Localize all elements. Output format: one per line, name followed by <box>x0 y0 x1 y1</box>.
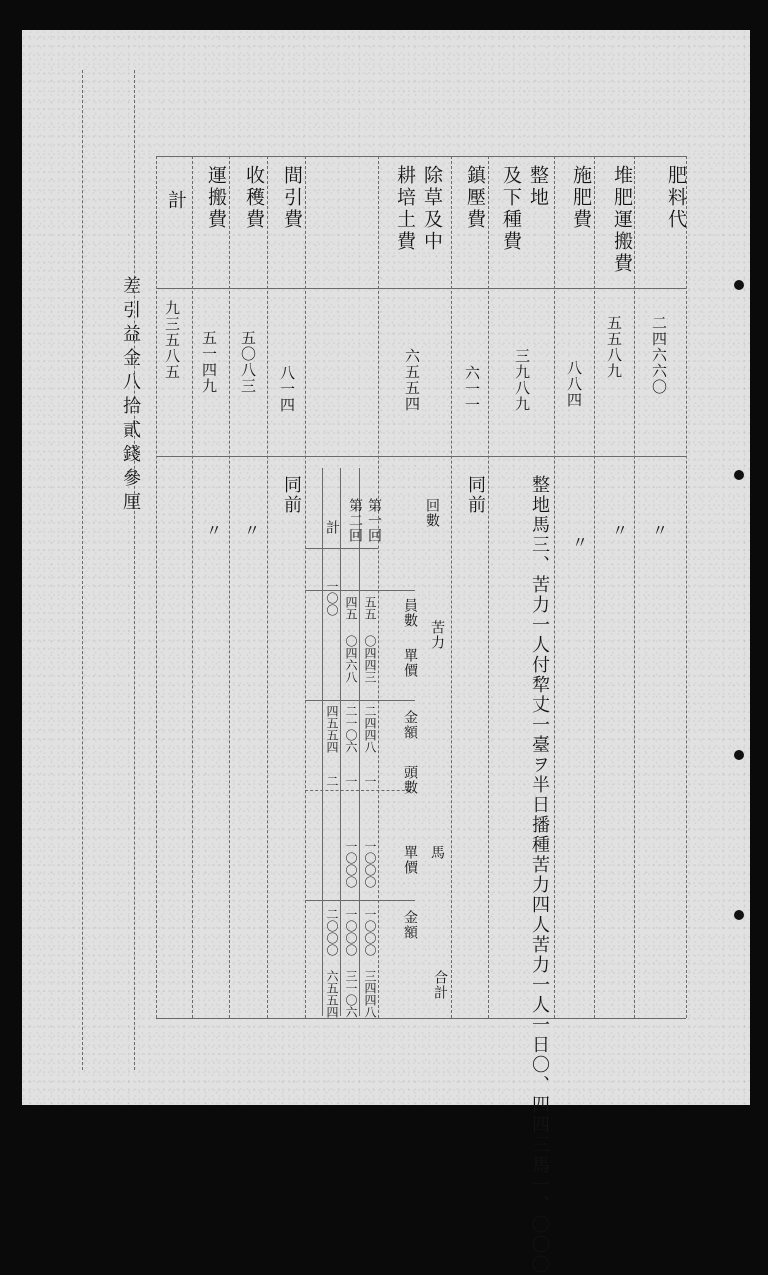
subtable-rule <box>322 468 323 1016</box>
table-top-border <box>156 156 686 157</box>
remark-text: 同前 <box>281 475 302 515</box>
margin-rule <box>134 70 135 1070</box>
remark-text: 同前 <box>465 475 486 515</box>
subtable-rule <box>305 900 415 901</box>
binding-mark <box>734 280 744 290</box>
row-label: 鎮壓費 <box>464 165 486 231</box>
ditto-mark: 〃 <box>572 533 589 552</box>
row-label-double: 除草及中 耕培土費 <box>394 165 443 253</box>
column-rule <box>634 156 635 1018</box>
subtable-cell: 一 <box>344 775 358 787</box>
column-rule <box>267 156 268 1018</box>
subtable-cell: 二〇〇〇 <box>325 908 339 956</box>
subtable-cell: 〇四四三 <box>363 635 377 683</box>
amount-divider <box>156 456 686 457</box>
amount-value: 二四六六〇 <box>650 315 668 395</box>
subtable-rule <box>305 548 378 549</box>
amount-value: 五一四九 <box>200 330 218 394</box>
table-bottom-border <box>156 1018 686 1019</box>
column-rule <box>594 156 595 1018</box>
subtable-row-label: 計 <box>324 520 340 535</box>
subtable-cell: 一 <box>363 775 377 787</box>
subtable-row-label: 第一回 <box>366 498 382 543</box>
subtable-cell: 二 <box>325 775 339 787</box>
row-label: 肥料代 <box>665 165 687 231</box>
margin-rule <box>82 70 83 1070</box>
column-rule <box>305 156 306 1018</box>
column-rule <box>192 156 193 1018</box>
amount-value: 五〇八三 <box>239 330 257 394</box>
ditto-mark: 〃 <box>652 521 669 540</box>
column-rule <box>554 156 555 1018</box>
net-profit-note: 差引益金八拾貳錢參厘 <box>120 276 141 516</box>
remark-text: 整地馬三、苦力一人付犂丈一臺ヲ半日播種苦力四人苦力一人一日〇、四四三馬一、〇〇〇 <box>529 475 550 1275</box>
subtable-cell: 六五五四 <box>325 970 339 1018</box>
subtable-cell: 一〇〇〇 <box>363 908 377 956</box>
subtable-cell: 一〇〇〇 <box>363 840 377 888</box>
subtable-header: 合計 <box>432 970 448 1000</box>
row-label: 施肥費 <box>570 165 592 231</box>
amount-value: 三九八九 <box>513 348 531 412</box>
ditto-mark: 〃 <box>206 521 223 540</box>
subtable-cell: 三一〇六 <box>344 970 358 1018</box>
amount-value: 五五八九 <box>605 315 623 379</box>
subtable-header: 回數 <box>424 498 440 528</box>
ditto-mark: 〃 <box>244 521 261 540</box>
binding-mark <box>734 470 744 480</box>
header-divider <box>156 288 686 289</box>
subtable-cell: 三四四八 <box>363 970 377 1018</box>
column-rule <box>378 156 379 1018</box>
row-label: 收穫費 <box>243 165 265 231</box>
subtable-header: 頭數 <box>402 765 418 795</box>
amount-value: 八一四 <box>278 365 296 413</box>
ditto-mark: 〃 <box>612 521 629 540</box>
subtable-header: 苦力 <box>429 620 445 650</box>
row-label: 計 <box>165 190 187 212</box>
subtable-cell: 五五 <box>363 596 377 620</box>
binding-mark <box>734 910 744 920</box>
column-rule <box>488 156 489 1018</box>
amount-value: 六一一 <box>463 365 481 413</box>
row-label: 間引費 <box>281 165 303 231</box>
subtable-cell: 一〇〇〇 <box>344 840 358 888</box>
subtable-header: 員數 <box>402 598 418 628</box>
subtable-cell: 〇四六八 <box>344 635 358 683</box>
subtable-header: 金額 <box>402 910 418 940</box>
column-rule <box>156 156 157 1018</box>
column-rule <box>229 156 230 1018</box>
subtable-cell: 二一〇六 <box>344 705 358 753</box>
subtable-header: 馬 <box>429 845 445 860</box>
subtable-rule <box>305 590 415 591</box>
row-label: 運搬費 <box>205 165 227 231</box>
subtable-header: 單價 <box>402 845 418 875</box>
subtable-cell: 四五五四 <box>325 705 339 753</box>
column-rule <box>686 156 687 1018</box>
amount-value: 八八四 <box>565 360 583 408</box>
binding-mark <box>734 750 744 760</box>
subtable-header: 金額 <box>402 710 418 740</box>
subtable-row-label: 第二回 <box>347 498 363 543</box>
subtable-cell: 四五 <box>344 596 358 620</box>
subtable-cell: 二四四八 <box>363 705 377 753</box>
document-page <box>22 30 750 1275</box>
subtable-cell: 一〇〇 <box>325 580 339 616</box>
column-rule <box>451 156 452 1018</box>
row-label: 堆肥運搬費 <box>611 165 633 275</box>
subtable-cell: 一〇〇〇 <box>344 908 358 956</box>
subtable-header: 單價 <box>402 648 418 678</box>
subtable-rule <box>305 700 415 701</box>
amount-value: 六五五四 <box>403 348 421 412</box>
row-label-double: 整地 及下種費 <box>500 165 549 253</box>
subtable-rule <box>305 790 415 791</box>
amount-value: 九三五八五 <box>163 300 181 380</box>
